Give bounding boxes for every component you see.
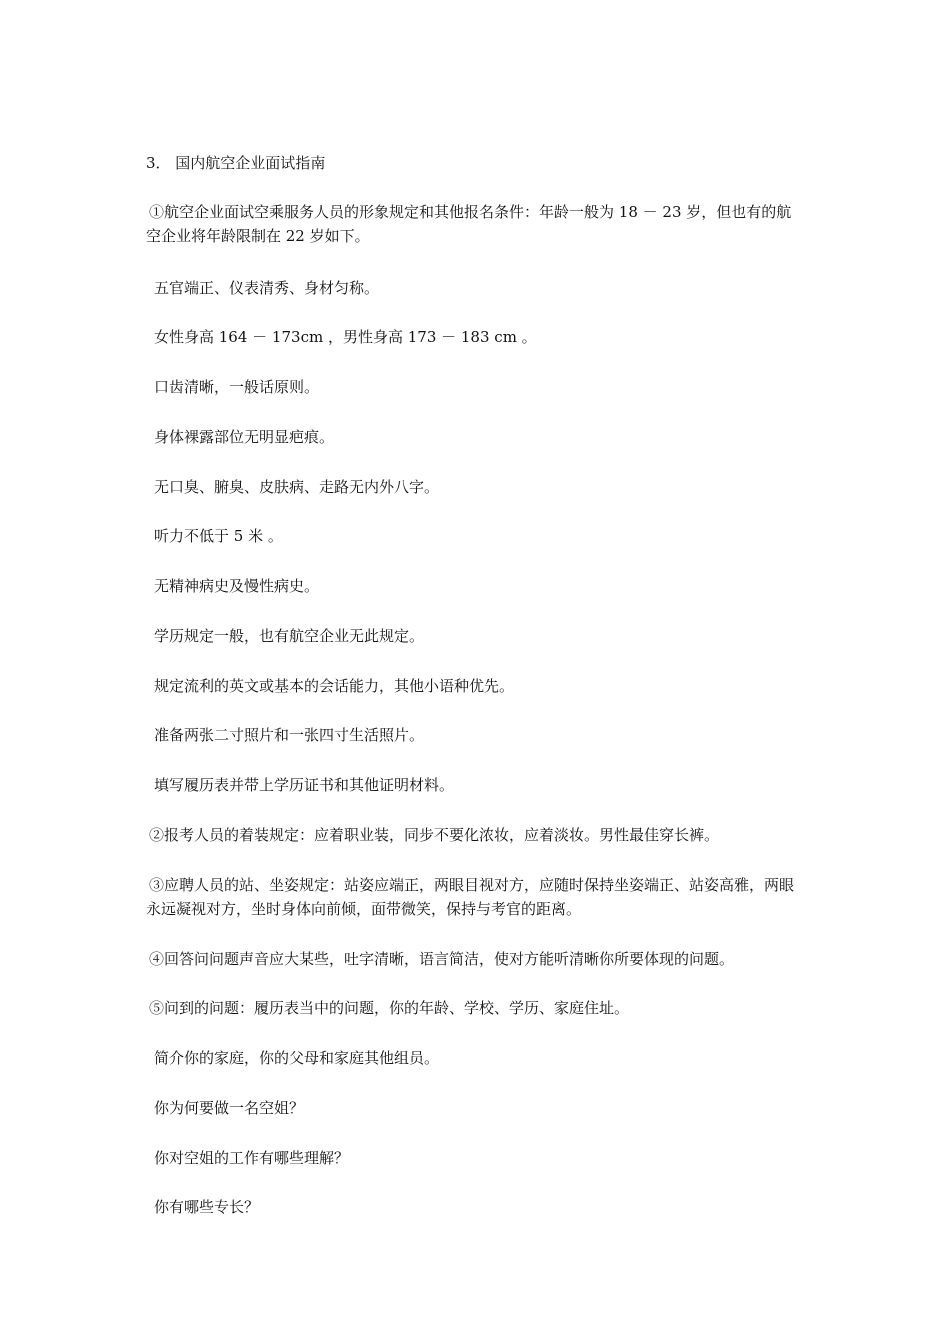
section-heading: 3． 国内航空企业面试指南 [146,154,326,172]
paragraph-resume: 填写履历表并带上学历证书和其他证明材料。 [154,776,455,794]
paragraph-appearance: 五官端正、仪表清秀、身材匀称。 [154,279,380,297]
paragraph-skills: 你有哪些专长？ [154,1198,260,1216]
paragraph-age-requirement: ①航空企业面试空乘服务人员的形象规定和其他报名条件：年龄一般为 18 － 23 岁，但也有的航空企业将年龄限制在 22 岁如下。 [146,203,792,245]
paragraph-posture: ③应聘人员的站、坐姿规定：站姿应端正，两眼目视对方，应随时保持坐姿端正、站姿高雅，两眼永远凝视对方，坐时身体向前倾，面带微笑，保持与考官的距离。 [146,876,795,918]
paragraph-height: 女性身高 164 － 173cm ，男性身高 173 － 183 cm 。 [154,328,537,346]
paragraph-medical-history: 无精神病史及慢性病史。 [154,577,320,595]
paragraph-photos: 准备两张二寸照片和一张四寸生活照片。 [154,726,425,744]
paragraph-family: 简介你的家庭，你的父母和家庭其他组员。 [154,1049,440,1067]
paragraph-questions: ⑤问到的问题：履历表当中的问题，你的年龄、学校、学历、家庭住址。 [149,999,630,1017]
paragraph-answering: ④回答问问题声音应大某些，吐字清晰，语言简洁，使对方能听清晰你所要体现的问题。 [149,950,735,968]
paragraph-speech: 口齿清晰，一般话原则。 [154,378,320,396]
paragraph-why-attendant: 你为何要做一名空姐？ [154,1099,305,1117]
paragraph-language: 规定流利的英文或基本的会话能力，其他小语种优先。 [154,677,515,695]
paragraph-scars: 身体裸露部位无明显疤痕。 [154,428,335,446]
paragraph-understanding: 你对空姐的工作有哪些理解？ [154,1149,350,1167]
paragraph-education: 学历规定一般，也有航空企业无此规定。 [154,627,425,645]
paragraph-hearing: 听力不低于 5 米 。 [154,527,283,545]
paragraph-health: 无口臭、腑臭、皮肤病、走路无内外八字。 [154,478,440,496]
paragraph-dress-code: ②报考人员的着装规定：应着职业装，同步不要化浓妆，应着淡妆。男性最佳穿长裤。 [149,826,720,844]
